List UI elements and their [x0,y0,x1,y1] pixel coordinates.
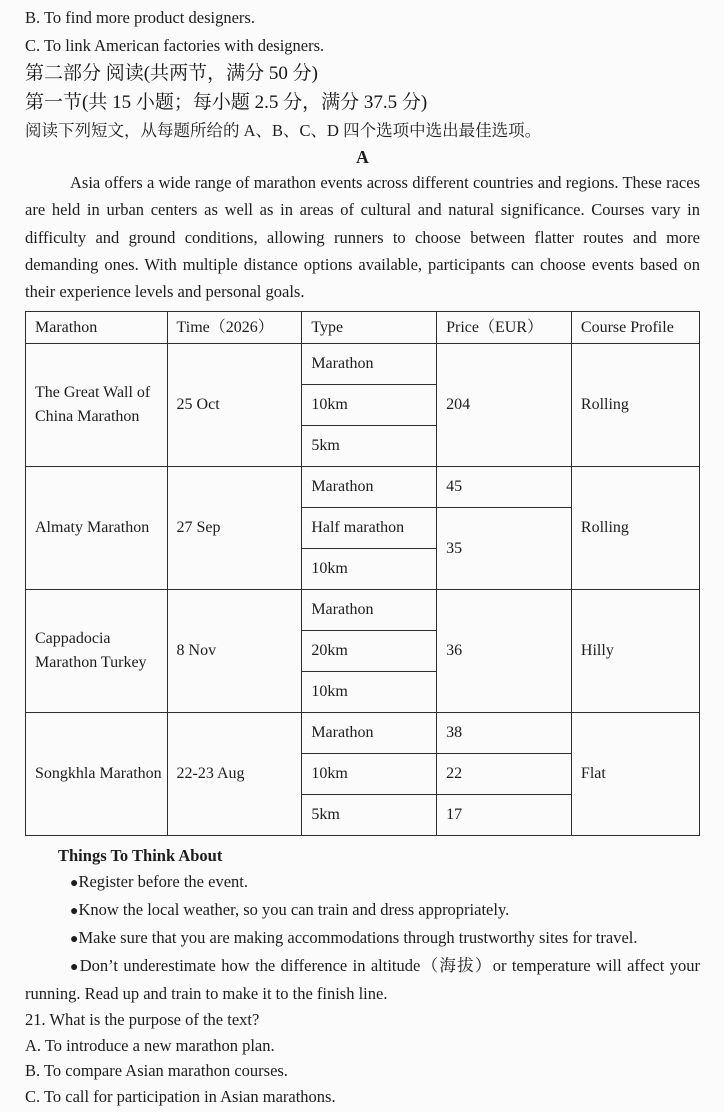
col-header-marathon: Marathon [26,312,168,344]
bullet-weather [25,897,700,925]
bullet-altitude [25,953,700,1007]
type-cell: Half marathon [302,508,437,549]
question-21-option-c: C. To call for participation in Asian marathons. [25,1086,336,1106]
table-row [26,467,700,508]
type-cell: 10km [302,672,437,713]
type-cell: Marathon [302,467,437,508]
bullet-register [25,869,700,897]
things-to-think-about-heading: Things To Think About [58,846,223,866]
part-two-heading: 第二部分 阅读(共两节，满分 50 分) [25,63,318,84]
type-cell: Marathon [302,713,437,754]
section-one-heading: 第一节(共 15 小题；每小题 2.5 分，满分 37.5 分) [25,92,428,113]
price-cell: 204 [437,344,572,467]
price-cell: 22 [437,754,572,795]
type-cell: 10km [302,385,437,426]
marathon-name-cell: The Great Wall of China Marathon [26,344,168,467]
bullet-accommodations [25,925,700,953]
prev-question-option-c: C. To link American factories with designers. [25,35,325,55]
marathon-name-cell: Almaty Marathon [26,467,168,590]
question-21-stem: 21. What is the purpose of the text? [25,1010,260,1030]
type-cell: 5km [302,795,437,836]
price-cell: 45 [437,467,572,508]
marathon-table [25,311,700,836]
profile-cell: Flat [571,713,699,836]
bullet-text: Know the local weather, so you can train and dress appropriately. [78,900,510,920]
col-header-price: Price（EUR） [437,312,572,344]
time-cell: 27 Sep [167,467,302,590]
passage-paragraph: Asia offers a wide range of marathon events across different countries and regions. These races are held in urban centers as well as in areas of cultural and natural significance. Courses vary in difficulty and ground conditions, allowing runners to choose between flatter routes and more demanding ones. With multiple distance options available, participants can choose events based on their experience levels and personal goals. [25,173,700,302]
bullet-text: Don’t underestimate how the difference in altitude（海拔）or temperature will affect your running. Read up and train to make it to the finish line. [25,956,700,1004]
marathon-name-cell: Cappadocia Marathon Turkey [26,590,168,713]
time-cell: 22-23 Aug [167,713,302,836]
price-cell: 35 [437,508,572,590]
time-cell: 25 Oct [167,344,302,467]
bullet-icon: ● [70,932,79,948]
profile-cell: Rolling [571,467,699,590]
type-cell: Marathon [302,590,437,631]
price-cell: 36 [437,590,572,713]
prev-question-option-b: B. To find more product designers. [25,8,255,27]
table-row [26,344,700,385]
question-21-option-b: B. To compare Asian marathon courses. [25,1061,288,1081]
bullet-icon: ● [70,904,79,920]
bullet-icon: ● [70,876,79,892]
profile-cell: Hilly [571,590,699,713]
marathon-name-cell: Songkhla Marathon [26,713,168,836]
bullet-text: Register before the event. [78,872,248,892]
profile-cell: Rolling [571,344,699,467]
type-cell: 10km [302,549,437,590]
table-row [26,590,700,631]
type-cell: 5km [302,426,437,467]
type-cell: Marathon [302,344,437,385]
table-row [26,713,700,754]
col-header-type: Type [302,312,437,344]
price-cell: 17 [437,795,572,836]
col-header-time: Time（2026） [167,312,302,344]
table-header-row [26,312,700,344]
reading-instructions: 阅读下列短文，从每题所给的 A、B、C、D 四个选项中选出最佳选项。 [25,121,542,140]
bullet-icon: ● [70,960,80,976]
type-cell: 10km [302,754,437,795]
time-cell: 8 Nov [167,590,302,713]
bullet-text: Make sure that you are making accommodations through trustworthy sites for travel. [78,928,638,948]
price-cell: 38 [437,713,572,754]
type-cell: 20km [302,631,437,672]
question-21-option-a: A. To introduce a new marathon plan. [25,1035,275,1055]
col-header-course-profile: Course Profile [571,312,699,344]
passage-label-a: A [356,147,369,167]
